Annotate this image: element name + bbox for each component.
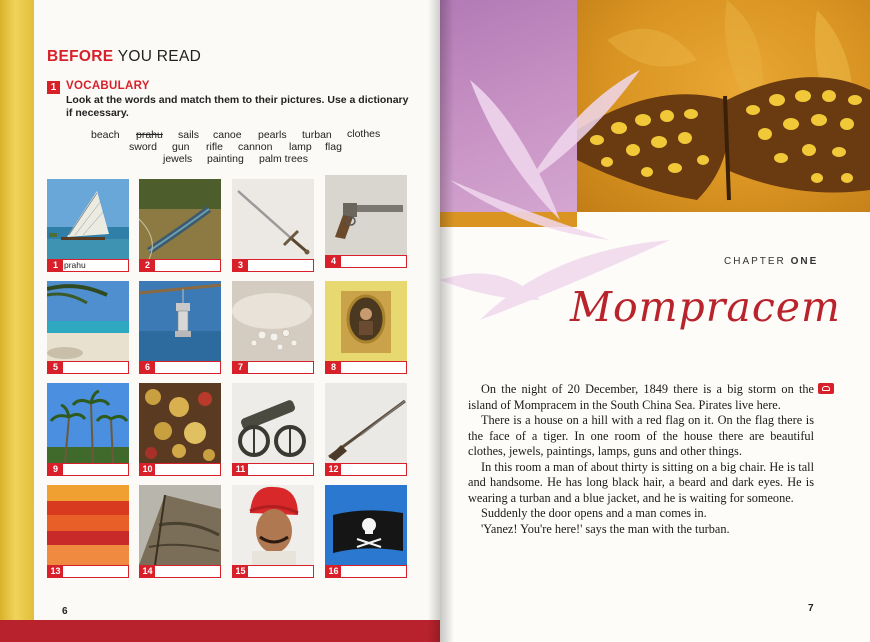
canoe-photo (139, 179, 221, 259)
pearls-photo (232, 281, 314, 361)
word-bank-item: gun (172, 141, 190, 153)
right-page (440, 0, 870, 642)
tile-number: 15 (233, 566, 248, 577)
answer-box[interactable] (325, 255, 407, 268)
story-paragraph: Suddenly the door opens and a man comes in. (481, 506, 707, 520)
audio-track-icon[interactable] (818, 383, 834, 394)
story-paragraph: 'Yanez! You're here!' says the man with the turban. (481, 521, 730, 536)
answer-box[interactable] (325, 463, 407, 476)
word-bank-item: clothes (347, 128, 381, 140)
beach-photo (47, 281, 129, 361)
answer-box[interactable] (139, 565, 221, 578)
picture-tile-8 (325, 281, 407, 377)
flag-photo (325, 485, 407, 565)
answer-box[interactable] (325, 361, 407, 374)
section-title-rest: YOU READ (113, 48, 202, 65)
tile-number: 5 (48, 362, 63, 373)
tile-number: 8 (326, 362, 341, 373)
exercise-heading: VOCABULARY (66, 80, 150, 92)
clothes-photo (47, 485, 129, 565)
tile-answer: prahu (64, 260, 86, 270)
answer-box[interactable] (232, 361, 314, 374)
lamp-photo (139, 281, 221, 361)
answer-box[interactable] (47, 259, 129, 272)
tile-number: 14 (140, 566, 155, 577)
picture-tile-9 (47, 383, 129, 479)
answer-box[interactable] (232, 259, 314, 272)
section-title (47, 48, 201, 66)
word-bank-item: prahu (136, 129, 163, 141)
tile-number: 11 (233, 464, 248, 475)
story-text (468, 382, 814, 537)
word-bank-item: pearls (258, 129, 287, 141)
chapter-label-word: CHAPTER (724, 256, 786, 267)
exercise-number-badge: 1 (47, 81, 60, 94)
tile-number: 7 (233, 362, 248, 373)
tile-number: 3 (233, 260, 248, 271)
answer-box[interactable] (232, 463, 314, 476)
picture-tile-14 (139, 485, 221, 581)
gutter-shadow (428, 0, 440, 642)
answer-box[interactable] (47, 463, 129, 476)
answer-box[interactable] (47, 565, 129, 578)
bamboo-leaf-decoration (440, 60, 680, 390)
red-bottom-band (0, 620, 440, 642)
word-bank-item: turban (302, 129, 332, 141)
gun-photo (325, 175, 407, 255)
section-title-red: BEFORE (47, 48, 114, 65)
sails-photo (139, 485, 221, 565)
tile-number: 6 (140, 362, 155, 373)
rifle-photo (325, 383, 407, 463)
story-paragraph: On the night of 20 December, 1849 there is a big storm on the island of Mompracem in the South China Sea. Pirates live here. (468, 382, 814, 412)
word-bank-item: sword (129, 141, 158, 153)
picture-tile-16 (325, 485, 407, 581)
picture-tile-2 (139, 179, 221, 275)
turban-photo (232, 485, 314, 565)
gold-margin-stripe (0, 0, 34, 642)
answer-box[interactable] (139, 361, 221, 374)
picture-tile-3 (232, 179, 314, 275)
sword-photo (232, 179, 314, 259)
picture-tile-11 (232, 383, 314, 479)
tile-number: 1 (48, 260, 63, 271)
word-bank-item: rifle (206, 141, 223, 153)
word-bank-item: lamp (289, 141, 312, 153)
word-bank-item: cannon (238, 141, 273, 153)
prahu-photo (47, 179, 129, 259)
exercise-instructions: Look at the words and match them to their pictures. Use a dictionary if necessary. (66, 94, 409, 119)
word-bank-item: canoe (213, 129, 242, 141)
word-bank-item: painting (207, 153, 244, 165)
picture-tile-6 (139, 281, 221, 377)
jewels-photo (139, 383, 221, 463)
word-bank-item: sails (178, 129, 200, 141)
picture-tile-12 (325, 383, 407, 479)
tile-number: 4 (326, 256, 341, 267)
page-number: 7 (808, 603, 814, 614)
word-bank-item: palm trees (259, 153, 309, 165)
tile-number: 12 (326, 464, 341, 475)
picture-tile-15 (232, 485, 314, 581)
answer-box[interactable] (47, 361, 129, 374)
picture-tile-1 (47, 179, 129, 275)
painting-photo (325, 281, 407, 361)
story-paragraph: There is a house on a hill with a red flag on it. On the flag there is the face of a tiger. In one room of the house there are beautiful clothes, jewels, paintings, lamps, guns and other things. (468, 413, 814, 458)
gutter-shadow-right (440, 0, 454, 642)
word-bank-item: beach (91, 129, 120, 141)
page-number: 6 (62, 606, 68, 617)
tile-number: 9 (48, 464, 63, 475)
picture-tile-7 (232, 281, 314, 377)
answer-box[interactable] (139, 463, 221, 476)
tile-number: 2 (140, 260, 155, 271)
picture-tile-5 (47, 281, 129, 377)
answer-box[interactable] (232, 565, 314, 578)
answer-box[interactable] (325, 565, 407, 578)
picture-tile-10 (139, 383, 221, 479)
story-paragraph: In this room a man of about thirty is sitting on a big chair. He is tall and handsome. He has long black hair, a beard and dark eyes. He is wearing a turban and a blue jacket, and he is waiting for someone. (468, 459, 814, 505)
chapter-label-number: ONE (790, 256, 819, 267)
tile-number: 16 (326, 566, 341, 577)
answer-box[interactable] (139, 259, 221, 272)
word-bank-item: flag (325, 141, 342, 153)
picture-tile-4 (325, 175, 407, 271)
word-bank-item: jewels (163, 153, 193, 165)
tile-number: 10 (140, 464, 155, 475)
cannon-photo (232, 383, 314, 463)
tile-number: 13 (48, 566, 63, 577)
chapter-title: Mompracem (570, 283, 841, 331)
chapter-label (724, 256, 818, 267)
picture-tile-13 (47, 485, 129, 581)
palm-trees-photo (47, 383, 129, 463)
